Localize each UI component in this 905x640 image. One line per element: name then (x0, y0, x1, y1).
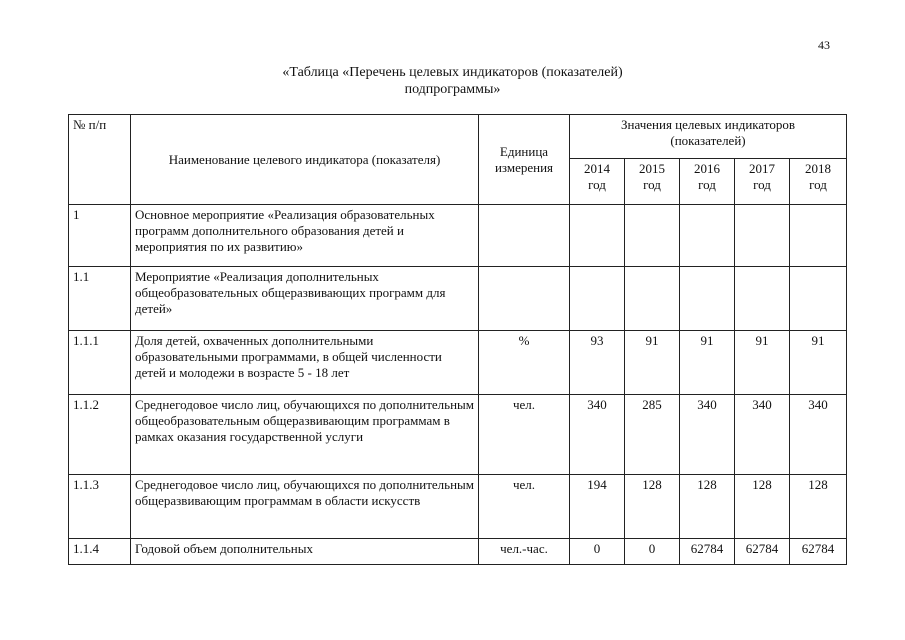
year-label: 2018 (805, 161, 831, 176)
indicator-unit: % (479, 331, 570, 395)
value-2017: 340 (735, 395, 790, 475)
year-label: 2017 (749, 161, 775, 176)
header-year-2014 (570, 159, 625, 205)
table-title (0, 64, 905, 98)
value-2015: 285 (625, 395, 680, 475)
year-label: 2015 (639, 161, 665, 176)
value-2014: 194 (570, 475, 625, 539)
header-row-1 (69, 115, 847, 159)
header-col-values-line1: Значения целевых индикаторов (621, 117, 795, 132)
table-title-line2: подпрограммы» (404, 82, 501, 97)
value-2017 (735, 205, 790, 267)
indicator-unit: чел.-час. (479, 539, 570, 565)
header-year-2016 (680, 159, 735, 205)
row-number: 1 (69, 205, 131, 267)
table-row (69, 539, 847, 565)
header-col-values (570, 115, 847, 159)
table-title-line1: «Таблица «Перечень целевых индикаторов (показателей) (282, 65, 623, 80)
row-number: 1.1.2 (69, 395, 131, 475)
indicator-name: Мероприятие «Реализация дополнительных общеобразовательных общеразвивающих программ для детей» (131, 267, 479, 331)
year-suffix: год (753, 177, 771, 192)
table-row (69, 475, 847, 539)
value-2015 (625, 205, 680, 267)
indicators-table (68, 114, 847, 565)
value-2014: 340 (570, 395, 625, 475)
value-2014: 0 (570, 539, 625, 565)
header-year-2017 (735, 159, 790, 205)
table-row (69, 331, 847, 395)
year-suffix: год (809, 177, 827, 192)
year-label: 2016 (694, 161, 720, 176)
header-col-unit-line2: измерения (494, 159, 554, 175)
value-2017: 62784 (735, 539, 790, 565)
value-2015: 91 (625, 331, 680, 395)
year-suffix: год (698, 177, 716, 192)
value-2018: 91 (790, 331, 847, 395)
row-number: 1.1 (69, 267, 131, 331)
value-2017 (735, 267, 790, 331)
value-2014 (570, 267, 625, 331)
row-number: 1.1.4 (69, 539, 131, 565)
value-2016: 340 (680, 395, 735, 475)
value-2018: 340 (790, 395, 847, 475)
indicator-unit: чел. (479, 395, 570, 475)
value-2015 (625, 267, 680, 331)
page-number: 43 (818, 38, 830, 52)
year-suffix: год (588, 177, 606, 192)
value-2014: 93 (570, 331, 625, 395)
year-label: 2014 (584, 161, 610, 176)
header-year-2018 (790, 159, 847, 205)
value-2016: 128 (680, 475, 735, 539)
value-2016 (680, 267, 735, 331)
row-number: 1.1.1 (69, 331, 131, 395)
year-suffix: год (643, 177, 661, 192)
indicator-unit (479, 267, 570, 331)
value-2018: 62784 (790, 539, 847, 565)
header-year-2015 (625, 159, 680, 205)
header-col-no: № п/п (69, 115, 131, 205)
indicator-name: Годовой объем дополнительных (131, 539, 479, 565)
header-col-unit-line1: Единица (499, 143, 549, 159)
value-2017: 91 (735, 331, 790, 395)
value-2016: 62784 (680, 539, 735, 565)
row-number: 1.1.3 (69, 475, 131, 539)
indicator-name: Основное мероприятие «Реализация образовательных программ дополнительного образования детей и мероприятия по их развитию» (131, 205, 479, 267)
indicator-name: Среднегодовое число лиц, обучающихся по дополнительным общеобразовательным общеразвивающим программам в рамках оказания государственной услуги (131, 395, 479, 475)
value-2018: 128 (790, 475, 847, 539)
value-2018 (790, 205, 847, 267)
table-row (69, 395, 847, 475)
header-col-name: Наименование целевого индикатора (показателя) (131, 115, 479, 205)
value-2016 (680, 205, 735, 267)
indicator-name: Доля детей, охваченных дополнительными образовательными программами, в общей численности детей и молодежи в возрасте 5 - 18 лет (131, 331, 479, 395)
table-row (69, 205, 847, 267)
value-2018 (790, 267, 847, 331)
indicator-unit: чел. (479, 475, 570, 539)
value-2015: 128 (625, 475, 680, 539)
value-2017: 128 (735, 475, 790, 539)
header-col-unit (479, 115, 570, 205)
indicator-name: Среднегодовое число лиц, обучающихся по дополнительным общеразвивающим программам в области искусств (131, 475, 479, 539)
indicator-unit (479, 205, 570, 267)
header-col-values-line2: (показателей) (670, 133, 746, 148)
table-row (69, 267, 847, 331)
value-2014 (570, 205, 625, 267)
value-2015: 0 (625, 539, 680, 565)
value-2016: 91 (680, 331, 735, 395)
